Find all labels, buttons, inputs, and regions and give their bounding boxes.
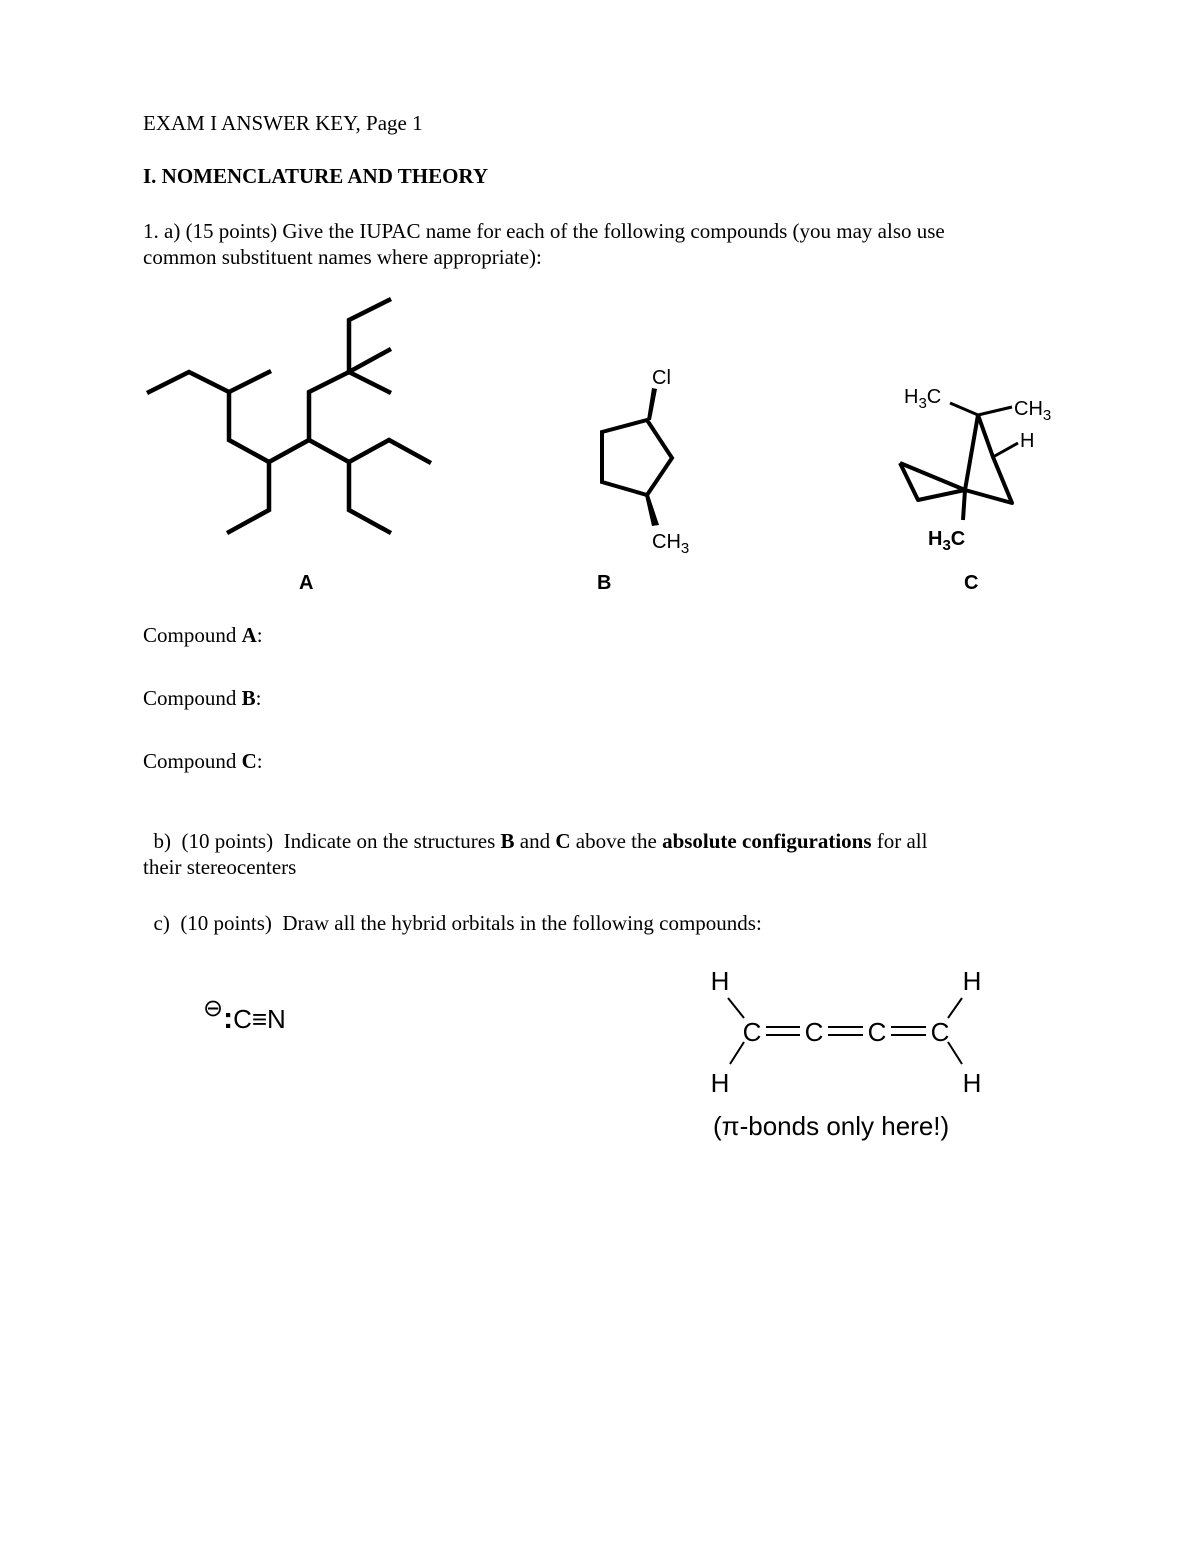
question-1c: c) (10 points) Draw all the hybrid orbitals in the following compounds: <box>143 911 762 935</box>
answer-compound-c: Compound C: <box>143 749 263 773</box>
structure-c <box>890 375 1070 560</box>
structure-b-wedge-cl <box>647 388 657 420</box>
cumulene-h-top-right: H <box>962 966 982 996</box>
structure-c-label: C <box>964 572 979 594</box>
structure-a-bond <box>349 372 389 392</box>
question-1b-line2: their stereocenters <box>143 855 297 879</box>
cumulene-bond <box>948 1042 962 1064</box>
page-header: EXAM I ANSWER KEY, Page 1 <box>143 111 423 135</box>
structure-b-ch3-label: $CH_3$ <box>652 531 690 557</box>
structure-c-bond-h <box>993 443 1018 457</box>
structure-a-bond <box>349 462 389 532</box>
structure-b-wedge-ch3 <box>645 495 659 526</box>
cumulene-h-bottom-right: H <box>962 1068 982 1098</box>
structure-a <box>140 290 440 545</box>
cumulene-c4: C <box>930 1017 950 1047</box>
structure-a-bond <box>229 462 269 532</box>
structure-b <box>590 360 710 560</box>
structure-c-bond-ch3 <box>978 407 1012 415</box>
question-1a-line1: 1. a) (15 points) Give the IUPAC name for each of the following compounds (you may also use <box>143 219 945 243</box>
structure-c-bond-h3c <box>950 403 978 415</box>
structure-c-h-label: H <box>1020 430 1035 452</box>
structure-c-h3c-bottom-label: $H_3C$ <box>928 528 966 554</box>
cumulene-note: (π-bonds only here!) <box>713 1111 950 1141</box>
answer-compound-a: Compound A: <box>143 623 263 647</box>
cumulene-c2: C <box>804 1017 824 1047</box>
structure-c-bond <box>900 415 1012 503</box>
structure-a-bond <box>309 372 349 440</box>
cumulene-structure <box>700 960 1000 1150</box>
cumulene-h-top-left: H <box>710 966 730 996</box>
structure-a-bond <box>229 392 429 462</box>
lone-pair: : <box>223 1002 234 1035</box>
structure-c-h3c-top-label: $H_3C$ <box>904 386 942 412</box>
cyanide-ion <box>203 995 286 1036</box>
negative-charge-icon: ⊖ <box>203 995 224 1022</box>
cumulene-bond <box>730 1042 744 1064</box>
structure-a-bond <box>149 372 269 392</box>
cumulene-bond <box>948 998 962 1018</box>
cumulene-c1: C <box>742 1017 762 1047</box>
structure-c-ch3-label: $CH_3$ <box>1014 398 1052 424</box>
structure-c-bond <box>965 415 978 490</box>
question-1b-line1: b) (10 points) Indicate on the structures B and C above the absolute configurations for all <box>143 829 928 853</box>
structure-c-bond <box>963 490 965 520</box>
answer-compound-b: Compound B: <box>143 686 262 710</box>
structure-b-ring <box>602 420 672 495</box>
question-1a <box>143 218 1073 270</box>
cumulene-bond <box>728 998 744 1018</box>
question-1b <box>143 828 1068 880</box>
cyanide-formula: C≡N <box>233 1004 286 1034</box>
cumulene-h-bottom-left: H <box>710 1068 730 1098</box>
structure-a-bond <box>349 350 389 372</box>
cumulene-c3: C <box>867 1017 887 1047</box>
structure-b-cl-label: Cl <box>652 367 671 389</box>
structure-b-label: B <box>597 572 612 594</box>
section-title: I. NOMENCLATURE AND THEORY <box>143 164 489 188</box>
structure-a-label: A <box>299 572 314 594</box>
question-1a-line2: common substituent names where appropriate): <box>143 245 542 269</box>
